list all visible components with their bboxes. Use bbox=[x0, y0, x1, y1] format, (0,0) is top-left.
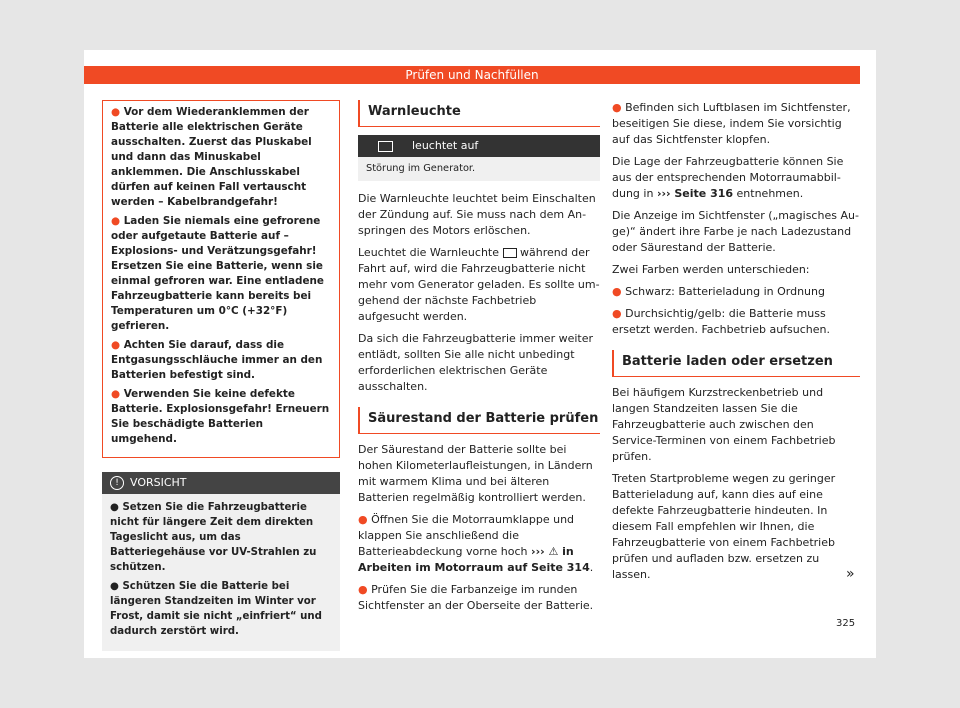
bullet-icon: ● bbox=[612, 285, 626, 298]
page-header: Prüfen und Nachfüllen bbox=[84, 66, 860, 84]
page-number: 325 bbox=[836, 618, 856, 629]
paragraph: Treten Startprobleme wegen zu geringer Batterieladung auf, kann dies auf eine defekte Fahrzeugbatterie hindeuten. In diesem Fall empfehlen wir Ihnen, die Fahrzeugbatterie von einem Fachbetrieb prüfen und aufladen bzw. ersetzen zu lassen. bbox=[612, 472, 836, 581]
paragraph: Die Warnleuchte leuchtet beim Einschalten der Zündung auf. Sie muss nach dem Anspringen des Motors erlöschen. bbox=[358, 192, 596, 237]
bullet-icon: ● bbox=[358, 583, 372, 596]
caution-item: ● Schützen Sie die Batterie bei längeren Standzeiten im Winter vor Frost, damit sie nicht „einfriert“ und dadurch zerstört wird. bbox=[110, 581, 322, 637]
section-title-batterie-laden: Batterie laden oder ersetzen bbox=[612, 350, 860, 377]
column-left bbox=[102, 100, 340, 651]
warning-lamp-description: Störung im Generator. bbox=[358, 157, 600, 181]
continue-marker: » bbox=[846, 566, 855, 582]
caution-body bbox=[102, 494, 340, 651]
bullet-icon: ● bbox=[612, 307, 626, 320]
warning-item: ● Verwenden Sie keine defekte Batterie. Explosionsgefahr! Erneuern Sie beschädigte Batterien umgehend. bbox=[111, 388, 330, 445]
caution-box bbox=[102, 472, 340, 651]
paragraph: Zwei Farben werden unterschieden: bbox=[612, 263, 810, 276]
paragraph: Der Säurestand der Batterie sollte bei hohen Kilometerlaufleistungen, in Ländern mit warmem Klima und bei älteren Batterien regelmäßig kontrolliert werden. bbox=[358, 443, 593, 504]
warning-lamp-row: leuchtet auf bbox=[358, 135, 600, 157]
bullet-icon: ● bbox=[111, 339, 124, 351]
paragraph: Die Lage der Fahrzeugbatterie können Sie aus der entsprechenden Motorraumabbildung in ››› Seite 316 entnehmen. bbox=[612, 155, 844, 200]
bullet-icon: ● bbox=[358, 513, 372, 526]
list-item: ● Befinden sich Luftblasen im Sichtfenster, beseitigen Sie diese, indem Sie vorsichtig auf das Sichtfenster klopfen. bbox=[612, 101, 851, 146]
warning-item: ● Achten Sie darauf, dass die Entgasungsschläuche immer an den Batterien befestigt sind. bbox=[111, 339, 323, 381]
bullet-icon: ● bbox=[111, 215, 124, 227]
section-title-warnleuchte: Warnleuchte bbox=[358, 100, 600, 127]
bullet-icon: ● bbox=[110, 502, 123, 513]
bullet-icon: ● bbox=[111, 106, 124, 118]
paragraph: Bei häufigem Kurzstreckenbetrieb und langen Standzeiten lassen Sie die Fahrzeugbatterie auch zwischen den Service-Terminen von einem Fachbetrieb prüfen. bbox=[612, 386, 836, 463]
cross-reference-link[interactable]: ››› Seite 316 bbox=[656, 187, 734, 200]
list-item: ● Prüfen Sie die Farbanzeige im runden Sichtfenster an der Oberseite der Batterie. bbox=[358, 583, 594, 612]
paragraph: Leuchtet die Warnleuchte während der Fahrt auf, wird die Fahrzeugbatterie nicht mehr vom Generator geladen. Es sollte umgehend der nächste Fachbetrieb aufgesucht werden. bbox=[358, 246, 600, 323]
battery-icon bbox=[358, 135, 412, 157]
paragraph: Da sich die Fahrzeugbatterie immer weiter entlädt, sollten Sie alle nicht unbedingt erforderlichen elektrischen Geräte ausschalten. bbox=[358, 332, 594, 393]
warning-item: ● Vor dem Wiederanklemmen der Batterie alle elektrischen Geräte ausschalten. Zuerst das Pluskabel und dann das Minuskabel anklemmen. Die Anschlusskabel dürfen auf keinen Fall vertauscht werden – Kabelbrandgefahr! bbox=[111, 106, 312, 208]
warning-item: ● Laden Sie niemals eine gefrorene oder aufgetaute Batterie auf – Explosions- und Verätzungsgefahr! Ersetzen Sie eine Batterie, wenn sie einmal gefroren war. Eine entladene Fahrzeugbatterie kann bereits bei Temperaturen um 0°C (+32°F) gefrieren. bbox=[111, 215, 324, 332]
list-item: ● Durchsichtig/gelb: die Batterie muss ersetzt werden. Fachbetrieb aufsuchen. bbox=[612, 307, 831, 336]
list-item: ● Öffnen Sie die Motorraumklappe und klappen Sie anschließend die Batterieabdeckung vorne hoch ››› ⚠ in Arbeiten im Motorraum auf Seite 314. bbox=[358, 513, 594, 574]
bullet-icon: ● bbox=[111, 388, 124, 400]
caution-item: ● Setzen Sie die Fahrzeugbatterie nicht für längere Zeit dem direkten Tageslicht aus, um das Batteriegehäuse vor UV-Strahlen zu schützen. bbox=[110, 502, 317, 573]
warning-box bbox=[102, 100, 340, 458]
column-right bbox=[612, 100, 860, 589]
paragraph: Die Anzeige im Sichtfenster („magisches Auge)“ ändert ihre Farbe je nach Ladezustand oder Säurestand der Batterie. bbox=[612, 209, 859, 254]
list-item: ● Schwarz: Batterieladung in Ordnung bbox=[612, 285, 825, 298]
caution-header: ! VORSICHT bbox=[102, 472, 340, 494]
info-icon: ! bbox=[110, 476, 124, 490]
battery-icon bbox=[503, 248, 517, 258]
bullet-icon: ● bbox=[612, 101, 626, 114]
bullet-icon: ● bbox=[110, 581, 123, 592]
section-title-saeurestand: Säurestand der Batterie prüfen bbox=[358, 407, 600, 434]
cross-reference-link[interactable]: ››› ⚠ in Arbeiten im Motorraum auf Seite 314 bbox=[358, 545, 590, 574]
column-middle bbox=[358, 100, 600, 620]
